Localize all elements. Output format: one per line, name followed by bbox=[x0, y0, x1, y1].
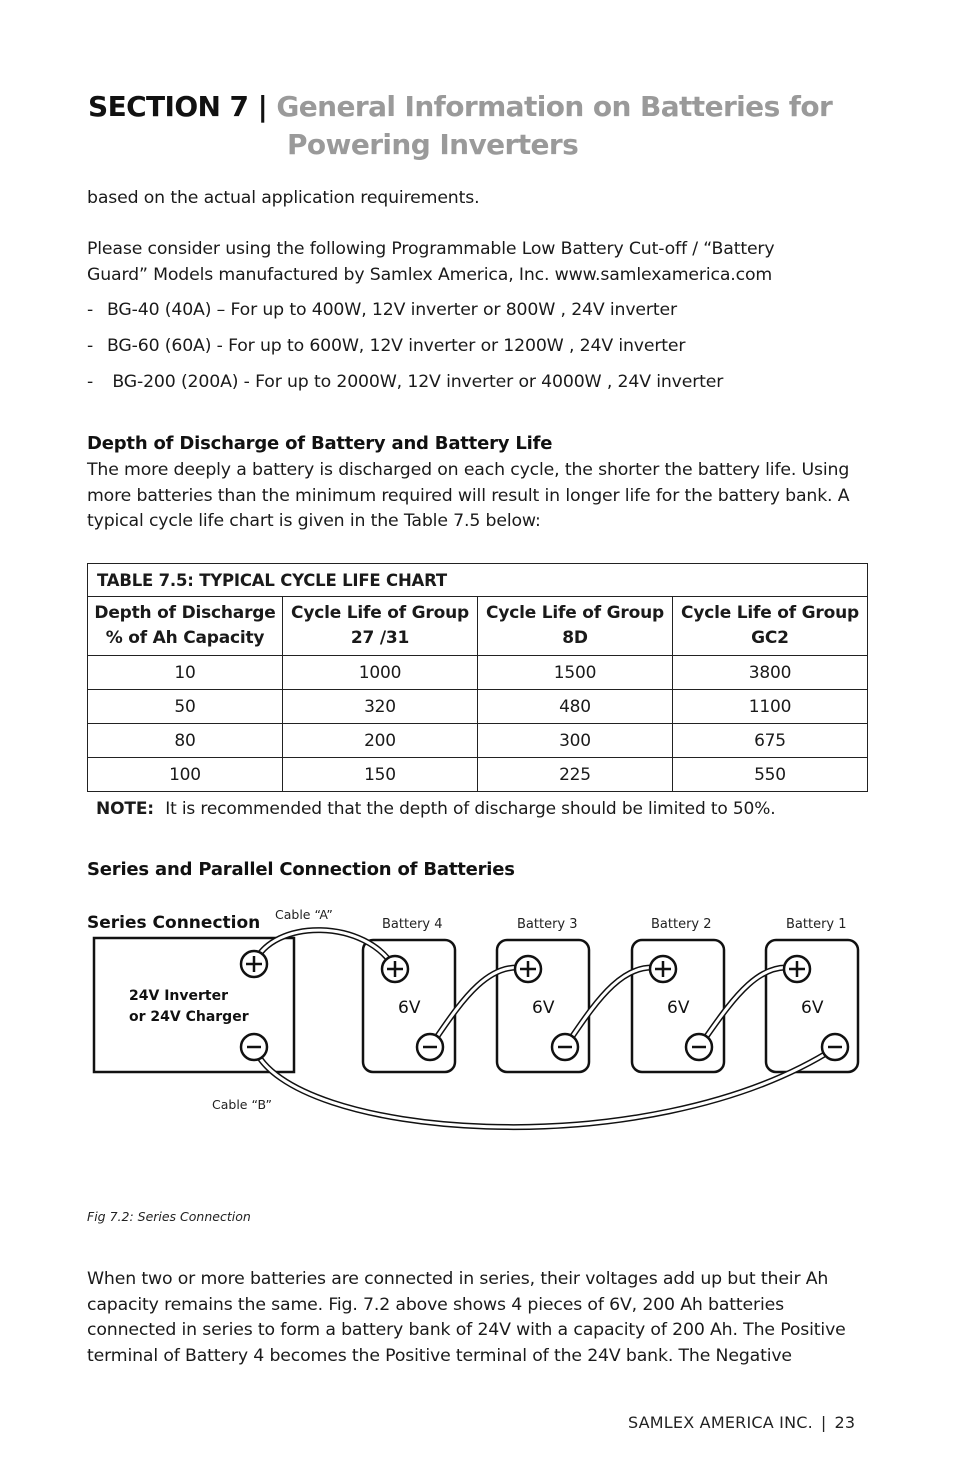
battery-voltage: 6V bbox=[667, 998, 690, 1018]
battery-voltage: 6V bbox=[398, 998, 421, 1018]
section-title-line1: General Information on Batteries for bbox=[276, 90, 833, 123]
bullet-item bbox=[87, 370, 723, 394]
table-cell: 300 bbox=[478, 724, 673, 758]
table-cell: 550 bbox=[673, 758, 868, 792]
series-paragraph: When two or more batteries are connected in series, their voltages add up but their Ah capacity remains the same. Fig. 7.2 above shows 4 pieces of 6V, 200 Ah batteries connected in series to form a battery bank of 24V with a capacity of 200 Ah. The Positive terminal of Battery 4 becomes the Positive terminal of the 24V bank. The Negative bbox=[87, 1269, 846, 1366]
note-label: NOTE: bbox=[96, 799, 154, 819]
table-cell: 480 bbox=[478, 690, 673, 724]
bullet-dash: - bbox=[87, 300, 94, 320]
table-cell: 10 bbox=[88, 656, 283, 690]
cycle-life-table bbox=[87, 563, 868, 792]
table-caption: TABLE 7.5: TYPICAL CYCLE LIFE CHART bbox=[88, 564, 868, 597]
series-parallel-heading: Series and Parallel Connection of Batteries bbox=[87, 859, 515, 880]
battery-label: Battery 3 bbox=[517, 917, 578, 932]
inverter-label-line2: or 24V Charger bbox=[129, 1009, 249, 1025]
bullet-item bbox=[87, 334, 685, 358]
dod-paragraph: The more deeply a battery is discharged on each cycle, the shorter the battery life. Using more batteries than the minimum required will result in longer life for the battery bank. A typical cycle life chart is given in the Table 7.5 below: bbox=[87, 460, 850, 531]
series-connection-diagram bbox=[87, 898, 877, 1158]
table-cell: 50 bbox=[88, 690, 283, 724]
table-row bbox=[88, 656, 868, 690]
table-cell: 1500 bbox=[478, 656, 673, 690]
cable-b-label: Cable “B” bbox=[212, 1097, 272, 1112]
table-header-cell: Cycle Life of Group 8D bbox=[478, 597, 673, 656]
section-heading bbox=[88, 88, 908, 161]
table-note bbox=[96, 797, 776, 821]
table-header-row bbox=[88, 597, 868, 656]
table-header-cell: Cycle Life of Group GC2 bbox=[673, 597, 868, 656]
figure-caption: Fig 7.2: Series Connection bbox=[87, 1209, 251, 1224]
table-row bbox=[88, 758, 868, 792]
battery-voltage: 6V bbox=[532, 998, 555, 1018]
table-row bbox=[88, 724, 868, 758]
table-row bbox=[88, 690, 868, 724]
table-cell: 225 bbox=[478, 758, 673, 792]
series-connection-label: Series Connection bbox=[87, 913, 261, 933]
table-cell: 320 bbox=[283, 690, 478, 724]
cable-a-label: Cable “A” bbox=[275, 907, 333, 922]
intro-paragraph-2: Please consider using the following Programmable Low Battery Cut-off / “Battery Guard” Models manufactured by Samlex America, Inc. www.samlexamerica.com bbox=[87, 239, 775, 285]
section-title-line2: Powering Inverters bbox=[287, 128, 579, 161]
dod-heading: Depth of Discharge of Battery and Battery Life bbox=[87, 433, 553, 454]
note-text: It is recommended that the depth of discharge should be limited to 50%. bbox=[165, 799, 776, 819]
battery-voltage: 6V bbox=[801, 998, 824, 1018]
table-cell: 80 bbox=[88, 724, 283, 758]
battery-label: Battery 1 bbox=[786, 917, 847, 932]
page-footer bbox=[628, 1413, 855, 1432]
section-number: SECTION 7 | bbox=[88, 90, 268, 123]
table-header-cell: Cycle Life of Group 27 /31 bbox=[283, 597, 478, 656]
table-cell: 100 bbox=[88, 758, 283, 792]
table-cell: 3800 bbox=[673, 656, 868, 690]
page-number: 23 bbox=[834, 1413, 856, 1432]
battery-label: Battery 4 bbox=[382, 917, 443, 932]
bullet-dash: - bbox=[87, 336, 94, 356]
table-cell: 1100 bbox=[673, 690, 868, 724]
footer-separator: | bbox=[820, 1413, 827, 1432]
battery-label: Battery 2 bbox=[651, 917, 712, 932]
footer-company: SAMLEX AMERICA INC. bbox=[628, 1413, 813, 1432]
table-cell: 675 bbox=[673, 724, 868, 758]
table-cell: 200 bbox=[283, 724, 478, 758]
bullet-item bbox=[87, 298, 677, 322]
table-cell: 1000 bbox=[283, 656, 478, 690]
inverter-label-line1: 24V Inverter bbox=[129, 988, 228, 1004]
table-cell: 150 bbox=[283, 758, 478, 792]
bullet-text: BG-200 (200A) - For up to 2000W, 12V inverter or 4000W , 24V inverter bbox=[107, 372, 724, 392]
bullet-dash: - bbox=[87, 372, 94, 392]
intro-paragraph-1: based on the actual application requirements. bbox=[87, 188, 480, 208]
table-header-cell: Depth of Discharge % of Ah Capacity bbox=[88, 597, 283, 656]
bullet-text: BG-60 (60A) - For up to 600W, 12V inverter or 1200W , 24V inverter bbox=[107, 336, 686, 356]
bullet-text: BG-40 (40A) – For up to 400W, 12V inverter or 800W , 24V inverter bbox=[107, 300, 677, 320]
